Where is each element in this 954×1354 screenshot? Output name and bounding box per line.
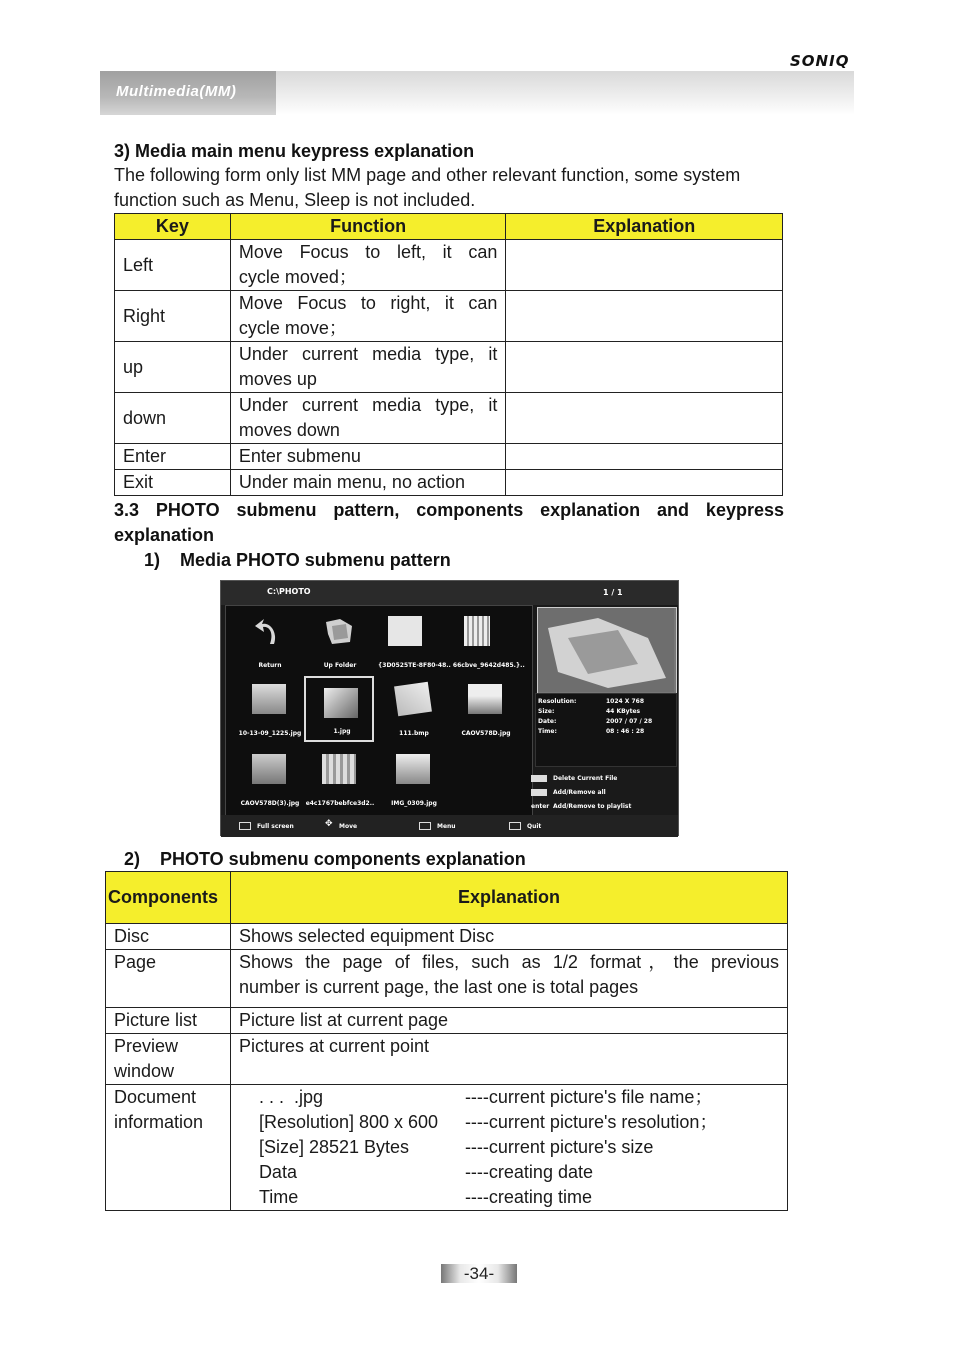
col-header-explanation: Explanation	[506, 214, 783, 240]
list-item[interactable]: 10-13-09_1225.jpg	[234, 680, 304, 740]
explanation-cell: Shows the page of files, such as 1/2 format，the previous number is current page, the last one is total pages	[230, 950, 787, 1008]
components-table	[105, 871, 788, 1211]
table-row	[106, 1085, 788, 1211]
component-cell: Document information	[106, 1085, 231, 1211]
page-number: -34-	[441, 1264, 517, 1283]
document-info-panel: Resolution: Size: Date: Time: 1024 X 768 44 KBytes 2007 / 07 / 28 08 : 46 : 28	[535, 693, 677, 767]
list-item-selected[interactable]: 1.jpg	[304, 676, 374, 742]
keypress-table	[114, 213, 783, 496]
section-tab	[100, 71, 276, 115]
component-cell: Disc	[106, 924, 231, 950]
image-thumbnail	[464, 616, 490, 646]
explanation-cell: Shows selected equipment Disc	[230, 924, 787, 950]
menu-key-icon	[419, 822, 431, 830]
key-cell: Exit	[115, 470, 231, 496]
function-cell: Under current media type, it moves down	[230, 393, 506, 444]
section-heading-keypress: 3) Media main menu keypress explanation	[114, 141, 475, 161]
key-hints: Delete Current File Add/Remove all enter Add/Remove to playlist	[531, 774, 632, 810]
image-thumbnail	[388, 616, 422, 646]
function-cell: Move Focus to right, it can cycle move；	[230, 291, 506, 342]
section-heading-photo: 3.3 PHOTO submenu pattern, components explanation and keypress	[114, 500, 784, 520]
quit-key-icon	[509, 822, 521, 830]
brand-logo: SONIQ	[790, 52, 850, 70]
key-cell: Enter	[115, 444, 231, 470]
explanation-cell	[506, 393, 783, 444]
list-item[interactable]: IMG_0309.jpg	[378, 750, 448, 810]
table-row	[115, 470, 783, 496]
image-thumbnail	[324, 688, 358, 718]
preview-window	[537, 607, 677, 695]
key-cell: up	[115, 342, 231, 393]
image-thumbnail	[322, 754, 356, 784]
table-row	[115, 393, 783, 444]
table-row	[106, 1008, 788, 1034]
explanation-cell: . . . .jpg ----current picture's file name； [Resolution] 800 x 600 ----current picture's resolution； [Size] 28521 Bytes ----current picture's size Data ----creating date Time ----creating time	[230, 1085, 787, 1211]
function-cell: Under main menu, no action	[230, 470, 506, 496]
preview-image	[538, 608, 674, 692]
table-row	[115, 240, 783, 291]
key-cell: down	[115, 393, 231, 444]
explanation-cell	[506, 291, 783, 342]
key-cell: Left	[115, 240, 231, 291]
table-row	[106, 1034, 788, 1085]
explanation-cell	[506, 240, 783, 291]
list-item[interactable]: e4c1767bebfce3d2..	[304, 750, 374, 810]
function-cell: Move Focus to left, it can cycle moved；	[230, 240, 506, 291]
list-item[interactable]: Up Folder	[304, 612, 374, 672]
section-heading-photo-cont: explanation	[114, 525, 215, 545]
component-cell: Picture list	[106, 1008, 231, 1034]
function-cell: Enter submenu	[230, 444, 506, 470]
image-thumbnail	[394, 682, 432, 716]
table-row	[115, 342, 783, 393]
screen-bottom-bar: Full screen ✥ Move Menu Quit	[221, 815, 678, 837]
key-icon	[531, 775, 547, 782]
function-cell: Under current media type, it moves up	[230, 342, 506, 393]
screen-disc-label: C:\PHOTO	[267, 587, 311, 596]
return-icon	[252, 616, 286, 646]
intro-line-1: The following form only list MM page and other relevant function, some system	[114, 165, 741, 185]
image-thumbnail	[252, 754, 286, 784]
col-header-function: Function	[230, 214, 506, 240]
image-thumbnail	[252, 684, 286, 714]
key-icon	[531, 789, 547, 796]
list-item[interactable]: Return	[234, 612, 304, 672]
subheading-pattern: 1) Media PHOTO submenu pattern	[144, 550, 451, 570]
col-header-components: Components	[106, 872, 231, 924]
explanation-cell	[506, 470, 783, 496]
explanation-cell: Pictures at current point	[230, 1034, 787, 1085]
photo-submenu-screenshot	[220, 580, 679, 836]
list-item[interactable]	[450, 612, 520, 672]
screen-page-label: 1 / 1	[603, 588, 623, 597]
enter-key-label: enter	[531, 802, 550, 810]
image-thumbnail	[468, 684, 502, 714]
explanation-cell	[506, 444, 783, 470]
component-cell: Preview window	[106, 1034, 231, 1085]
component-cell: Page	[106, 950, 231, 1008]
intro-line-2: function such as Menu, Sleep is not included.	[114, 190, 476, 210]
key-cell: Right	[115, 291, 231, 342]
col-header-key: Key	[115, 214, 231, 240]
subheading-components: 2) PHOTO submenu components explanation	[124, 849, 526, 869]
section-tab-label: Multimedia(MM)	[116, 83, 237, 100]
col-header-explanation: Explanation	[230, 872, 787, 924]
explanation-cell: Picture list at current page	[230, 1008, 787, 1034]
explanation-cell	[506, 342, 783, 393]
move-arrows-icon: ✥	[325, 819, 333, 829]
picture-list	[225, 605, 533, 817]
table-row	[106, 924, 788, 950]
image-thumbnail	[396, 754, 430, 784]
list-item[interactable]: CAOV578D.jpg	[450, 680, 520, 740]
table-row	[115, 444, 783, 470]
list-item[interactable]: {3D0525TE-8F80-48.. 66cbve_9642d485.}..	[378, 612, 488, 672]
table-row	[115, 291, 783, 342]
list-item[interactable]: 111.bmp	[378, 680, 448, 740]
table-row	[106, 950, 788, 1008]
list-item[interactable]: CAOV578D(3).jpg	[234, 750, 304, 810]
up-folder-icon	[322, 616, 356, 646]
fullscreen-key-icon	[239, 822, 251, 830]
